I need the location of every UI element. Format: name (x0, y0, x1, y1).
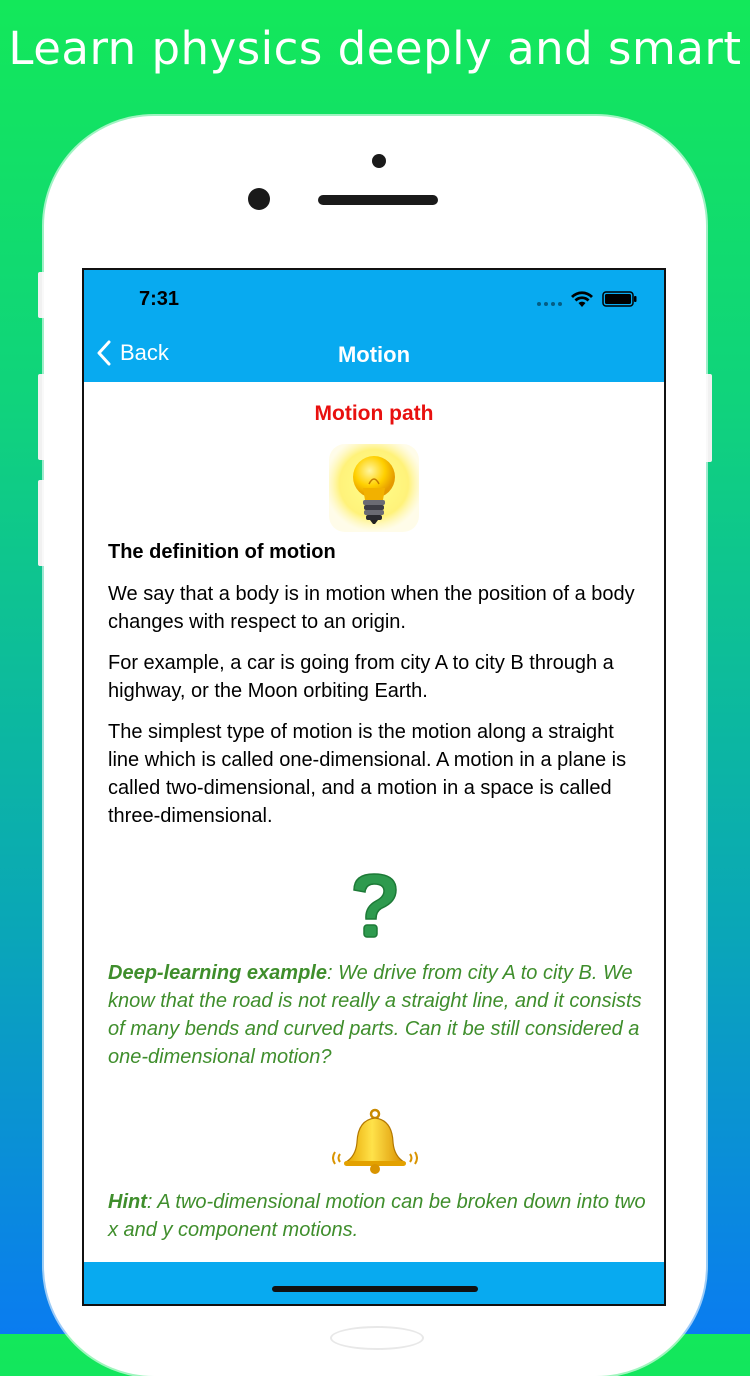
bottom-bar (84, 1262, 664, 1304)
section-title: Motion path (314, 402, 434, 425)
question-mark-icon (346, 870, 402, 940)
paragraph-3: The simplest type of motion is the motion along a straight line which is called one-dimensional. A motion in a plane is called two-dimensional, and a motion in a space is called three-dimensional. (108, 721, 627, 827)
navigation-bar (84, 270, 664, 382)
deep-learning-label: Deep-learning example (108, 962, 327, 984)
home-button (330, 1326, 424, 1350)
earpiece-speaker (318, 195, 438, 205)
status-time: 7:31 (139, 288, 180, 310)
bell-icon (332, 1108, 418, 1176)
home-indicator[interactable] (272, 1286, 478, 1292)
paragraph-1: We say that a body is in motion when the position of a body changes with respect to an origin. (108, 583, 635, 633)
hint-text (108, 1188, 648, 1244)
deep-learning-text: : We drive from city A to city B. We know that the road is not really a straight line, and it consists of many bends and curved parts. Can it be still considered a one-dimensional motion? (108, 962, 642, 1068)
app-screen (82, 268, 666, 1306)
proximity-sensor (372, 154, 386, 168)
paragraph-2: For example, a car is going from city A to city B through a highway, or the Moon orbiting Earth. (108, 652, 614, 702)
battery-icon (602, 291, 638, 307)
wifi-icon (570, 290, 594, 308)
back-label: Back (120, 340, 169, 365)
front-camera (248, 188, 270, 210)
hint-label: Hint (108, 1191, 147, 1213)
status-icons (537, 290, 638, 308)
deep-learning-example (108, 959, 648, 1071)
page-title: Motion (337, 342, 411, 367)
lesson-content (84, 382, 664, 1262)
promo-title: Learn physics deeply and smart (8, 22, 742, 75)
hint-body: : A two-dimensional motion can be broken down into two x and y component motions. (108, 1191, 646, 1241)
definition-heading: The definition of motion (108, 541, 336, 563)
lightbulb-icon (329, 444, 419, 532)
signal-icon (537, 302, 562, 306)
